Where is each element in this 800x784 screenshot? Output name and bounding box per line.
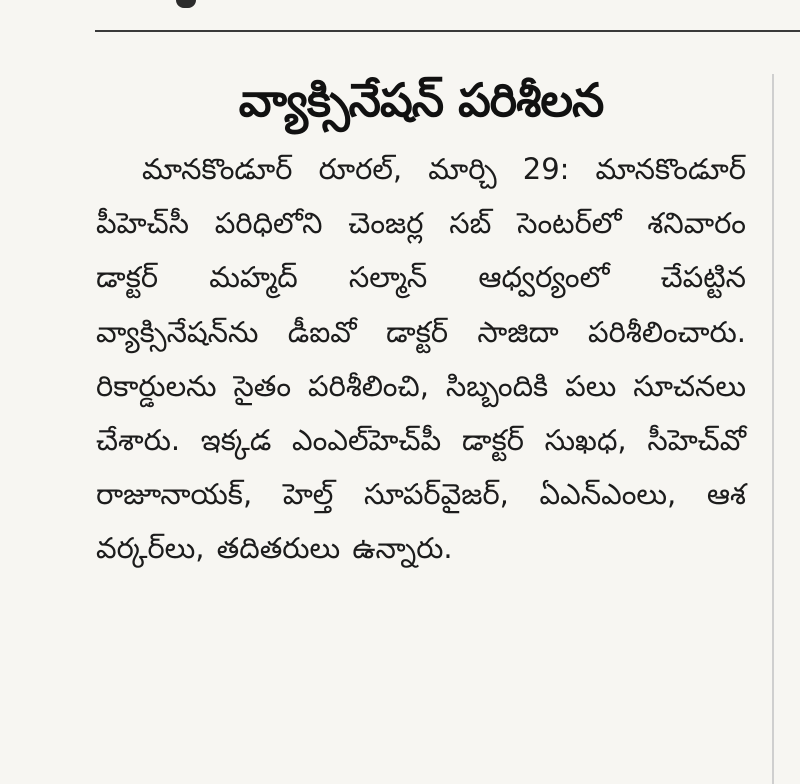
article-body	[96, 142, 746, 576]
article-dateline: మానకొండూర్ రూరల్, మార్చి 29:	[142, 152, 570, 186]
article-headline: వ్యాక్సినేషన్ పరిశీలన	[238, 73, 604, 127]
article-body-text: మానకొండూర్ పీహెచ్‌సీ పరిధిలోని చెంజర్ల సబ్ సెంటర్‌లో శనివారం డాక్టర్ మహ్మద్ సల్మాన్ ఆధ్వర్యంలో చేపట్టిన వ్యాక్సినేషన్‌ను డీఐవో డాక్టర్ సాజిదా పరిశీలించారు. రికార్డులను సైతం పరిశీలించి, సిబ్బందికి పలు సూచనలు చేశారు. ఇక్కడ ఎంఎల్‌హెచ్‌పీ డాక్టర్ సుఖధ, సీహెచ్‌వో రాజూనాయక్, హెల్త్ సూపర్‌వైజర్, ఏఎన్‌ఎంలు, ఆశ వర్కర్‌లు, తదితరులు ఉన్నారు.	[96, 152, 746, 566]
news-article	[96, 62, 746, 576]
clipped-headline-fragment	[162, 0, 232, 14]
column-divider-rule	[772, 74, 774, 784]
top-divider-rule	[95, 30, 800, 32]
